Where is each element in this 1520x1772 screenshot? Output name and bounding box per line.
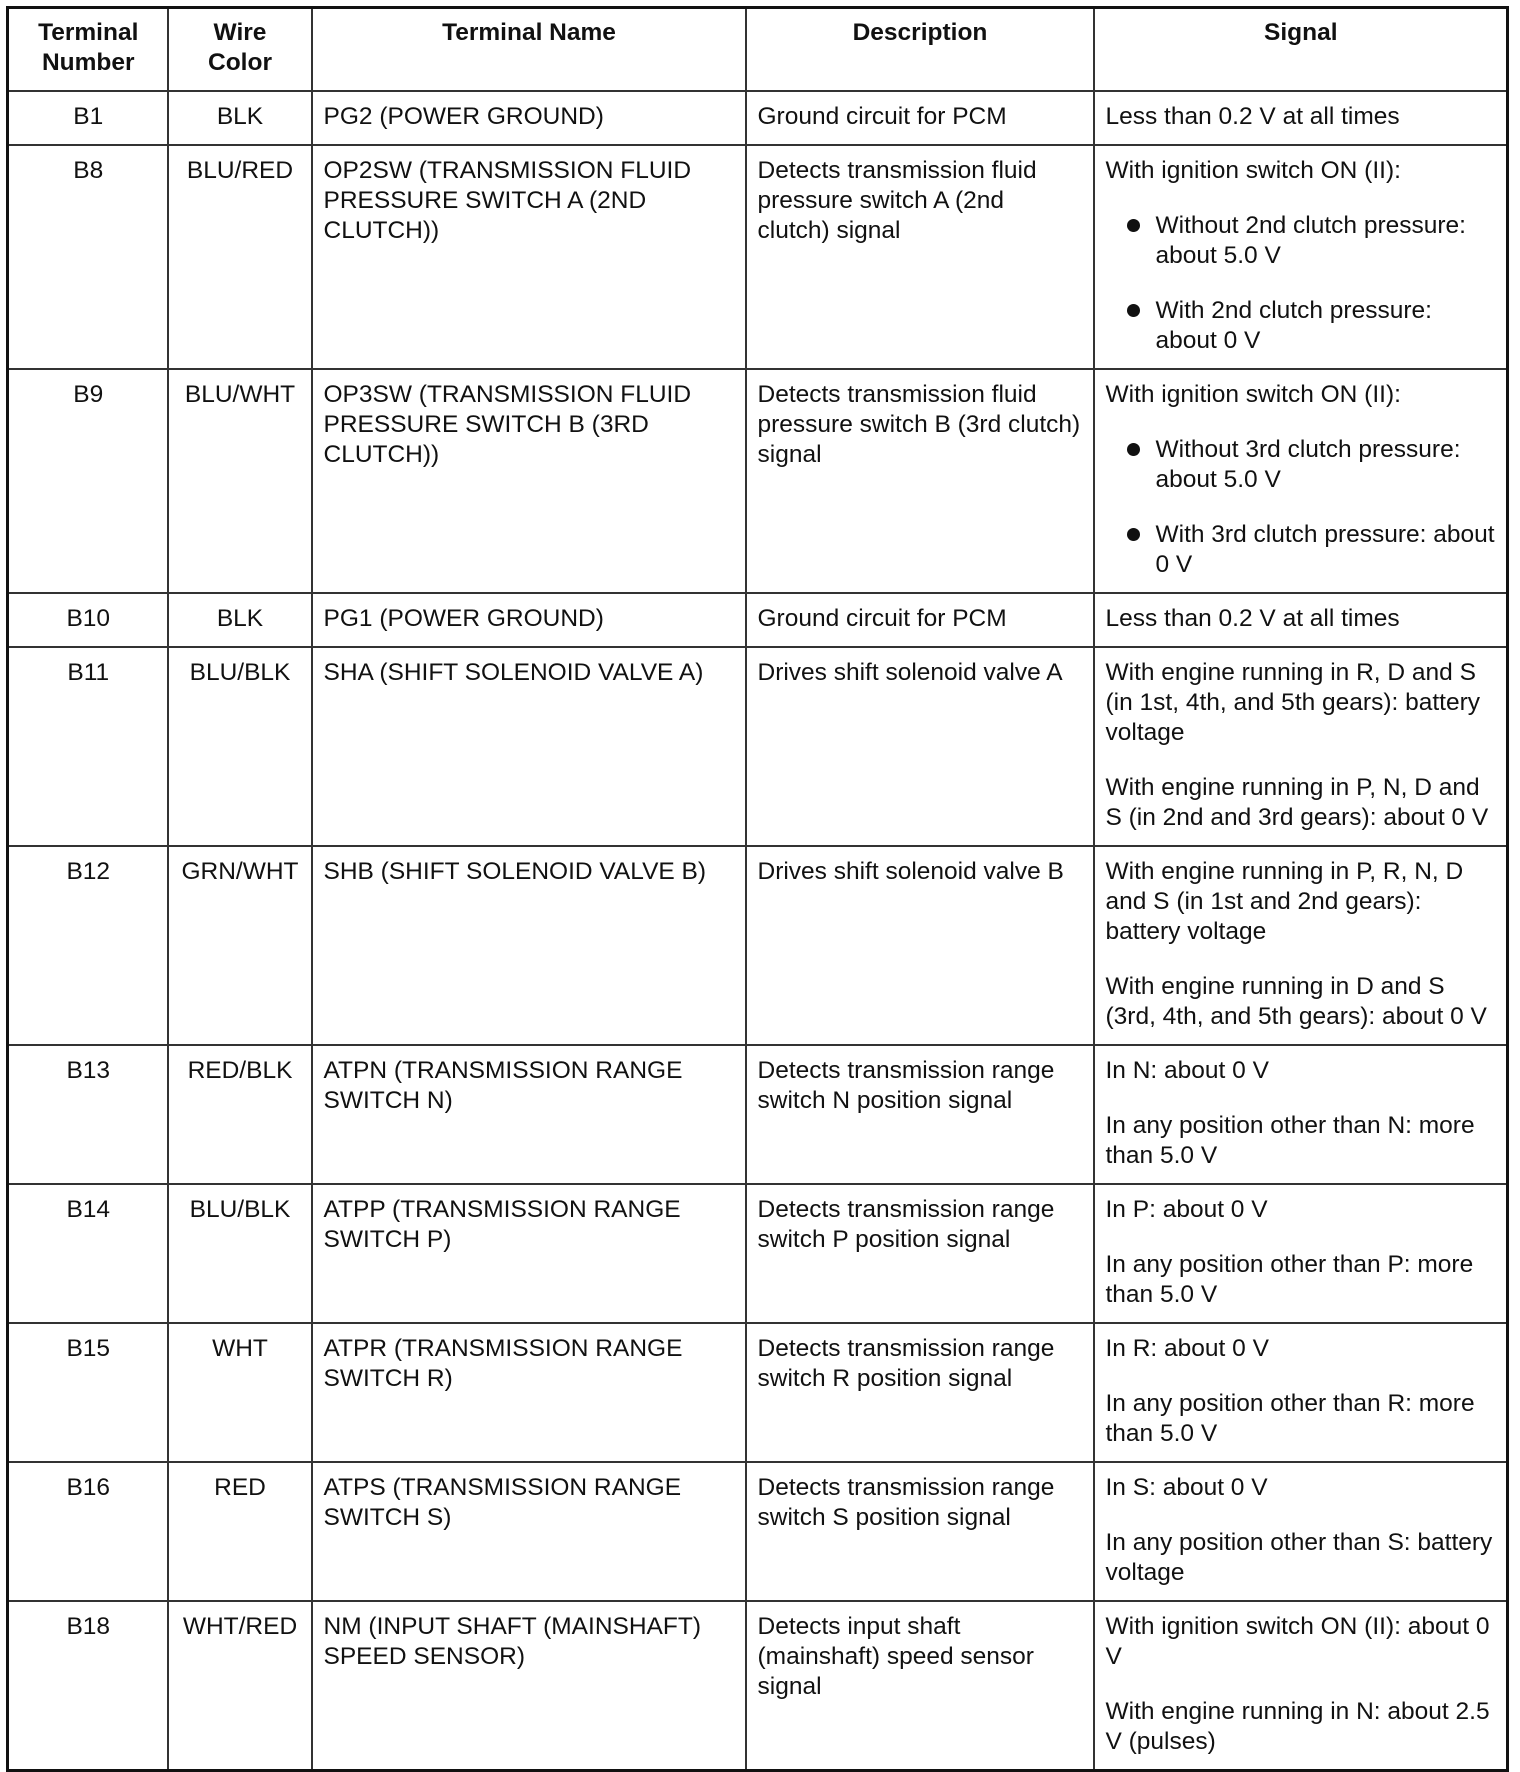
signal-cell — [1094, 647, 1508, 846]
signal-cell — [1094, 1045, 1508, 1184]
table-row — [8, 1045, 1508, 1184]
signal-line: Less than 0.2 V at all times — [1105, 605, 1400, 632]
wire-color-cell: BLU/RED — [168, 145, 312, 369]
description-cell: Drives shift solenoid valve A — [746, 647, 1094, 846]
table-row — [8, 1601, 1508, 1771]
terminal-name-cell: PG1 (POWER GROUND) — [312, 593, 746, 647]
terminal-name-cell: ATPS (TRANSMISSION RANGE SWITCH S) — [312, 1462, 746, 1601]
terminal-number-cell: B12 — [8, 846, 168, 1045]
signal-cell — [1094, 1184, 1508, 1323]
description-cell: Drives shift solenoid valve B — [746, 846, 1094, 1045]
terminal-number-cell: B15 — [8, 1323, 168, 1462]
table-row — [8, 369, 1508, 593]
signal-cell — [1094, 593, 1508, 647]
signal-line: In N: about 0 V — [1105, 1057, 1269, 1084]
table-row — [8, 1323, 1508, 1462]
signal-line: With engine running in D and S (3rd, 4th, and 5th gears): about 0 V — [1105, 973, 1487, 1030]
header-row — [8, 8, 1508, 92]
header-terminal-name: Terminal Name — [312, 8, 746, 92]
terminal-name-cell: NM (INPUT SHAFT (MAINSHAFT) SPEED SENSOR) — [312, 1601, 746, 1771]
signal-cell — [1094, 846, 1508, 1045]
header-description: Description — [746, 8, 1094, 92]
description-cell: Detects transmission range switch N position signal — [746, 1045, 1094, 1184]
terminal-number-cell: B16 — [8, 1462, 168, 1601]
table-row — [8, 91, 1508, 145]
table-body — [8, 91, 1508, 1771]
signal-bullet-item — [1106, 435, 1497, 495]
terminal-number-cell: B18 — [8, 1601, 168, 1771]
description-cell: Ground circuit for PCM — [746, 91, 1094, 145]
signal-bullet-text: Without 2nd clutch pressure: about 5.0 V — [1155, 212, 1466, 269]
signal-bullet-item — [1106, 211, 1497, 271]
signal-line: With ignition switch ON (II): — [1105, 157, 1401, 184]
signal-bullet-list — [1106, 211, 1497, 356]
signal-line: In S: about 0 V — [1105, 1474, 1268, 1501]
table-row — [8, 593, 1508, 647]
signal-cell — [1094, 145, 1508, 369]
signal-bullet-text: With 3rd clutch pressure: about 0 V — [1155, 521, 1495, 578]
wire-color-cell: GRN/WHT — [168, 846, 312, 1045]
table-row — [8, 1462, 1508, 1601]
description-cell: Detects input shaft (mainshaft) speed sensor signal — [746, 1601, 1094, 1771]
signal-line: Less than 0.2 V at all times — [1105, 103, 1400, 130]
signal-cell — [1094, 1601, 1508, 1771]
header-terminal-number: Terminal Number — [8, 8, 168, 92]
bullet-dot-icon — [1127, 219, 1140, 232]
table-header — [8, 8, 1508, 92]
terminal-table — [6, 6, 1509, 1772]
terminal-number-cell: B1 — [8, 91, 168, 145]
terminal-name-cell: SHB (SHIFT SOLENOID VALVE B) — [312, 846, 746, 1045]
bullet-dot-icon — [1127, 528, 1140, 541]
signal-line: With engine running in P, R, N, D and S (in 1st and 2nd gears): battery voltage — [1105, 858, 1464, 945]
terminal-name-cell: ATPP (TRANSMISSION RANGE SWITCH P) — [312, 1184, 746, 1323]
wire-color-cell: WHT/RED — [168, 1601, 312, 1771]
wire-color-cell: BLU/BLK — [168, 1184, 312, 1323]
wire-color-cell: WHT — [168, 1323, 312, 1462]
terminal-name-cell: OP3SW (TRANSMISSION FLUID PRESSURE SWITCH B (3RD CLUTCH)) — [312, 369, 746, 593]
signal-line: In R: about 0 V — [1105, 1335, 1269, 1362]
signal-line: In any position other than N: more than 5.0 V — [1105, 1112, 1475, 1169]
signal-cell — [1094, 91, 1508, 145]
signal-cell — [1094, 369, 1508, 593]
signal-line: With engine running in N: about 2.5 V (pulses) — [1105, 1698, 1490, 1755]
wire-color-cell: RED/BLK — [168, 1045, 312, 1184]
header-wire-color: Wire Color — [168, 8, 312, 92]
bullet-dot-icon — [1127, 304, 1140, 317]
terminal-number-cell: B14 — [8, 1184, 168, 1323]
terminal-name-cell: ATPR (TRANSMISSION RANGE SWITCH R) — [312, 1323, 746, 1462]
table-row — [8, 647, 1508, 846]
wire-color-cell: BLK — [168, 593, 312, 647]
signal-line: With ignition switch ON (II): — [1105, 381, 1401, 408]
header-signal: Signal — [1094, 8, 1508, 92]
signal-cell — [1094, 1462, 1508, 1601]
terminal-name-cell: OP2SW (TRANSMISSION FLUID PRESSURE SWITCH A (2ND CLUTCH)) — [312, 145, 746, 369]
signal-line: In any position other than R: more than 5.0 V — [1105, 1390, 1475, 1447]
table-row — [8, 846, 1508, 1045]
terminal-number-cell: B10 — [8, 593, 168, 647]
description-cell: Detects transmission fluid pressure switch B (3rd clutch) signal — [746, 369, 1094, 593]
signal-line: In any position other than P: more than 5.0 V — [1105, 1251, 1474, 1308]
terminal-name-cell: SHA (SHIFT SOLENOID VALVE A) — [312, 647, 746, 846]
terminal-number-cell: B11 — [8, 647, 168, 846]
description-cell: Detects transmission range switch S position signal — [746, 1462, 1094, 1601]
terminal-name-cell: ATPN (TRANSMISSION RANGE SWITCH N) — [312, 1045, 746, 1184]
description-cell: Ground circuit for PCM — [746, 593, 1094, 647]
description-cell: Detects transmission fluid pressure switch A (2nd clutch) signal — [746, 145, 1094, 369]
terminal-number-cell: B13 — [8, 1045, 168, 1184]
bullet-dot-icon — [1127, 443, 1140, 456]
terminal-number-cell: B8 — [8, 145, 168, 369]
signal-bullet-item — [1106, 296, 1497, 356]
signal-line: In P: about 0 V — [1105, 1196, 1268, 1223]
terminal-name-cell: PG2 (POWER GROUND) — [312, 91, 746, 145]
signal-cell — [1094, 1323, 1508, 1462]
wire-color-cell: BLU/WHT — [168, 369, 312, 593]
terminal-number-cell: B9 — [8, 369, 168, 593]
signal-bullet-list — [1106, 435, 1497, 580]
wire-color-cell: RED — [168, 1462, 312, 1601]
signal-bullet-text: Without 3rd clutch pressure: about 5.0 V — [1155, 436, 1461, 493]
signal-line: With engine running in R, D and S (in 1st, 4th, and 5th gears): battery voltage — [1105, 659, 1481, 746]
description-cell: Detects transmission range switch P position signal — [746, 1184, 1094, 1323]
signal-bullet-text: With 2nd clutch pressure: about 0 V — [1155, 297, 1432, 354]
signal-line: In any position other than S: battery voltage — [1105, 1529, 1493, 1586]
description-cell: Detects transmission range switch R position signal — [746, 1323, 1094, 1462]
table-row — [8, 145, 1508, 369]
signal-line: With engine running in P, N, D and S (in 2nd and 3rd gears): about 0 V — [1105, 774, 1489, 831]
wire-color-cell: BLU/BLK — [168, 647, 312, 846]
signal-line: With ignition switch ON (II): about 0 V — [1105, 1613, 1490, 1670]
signal-bullet-item — [1106, 520, 1497, 580]
wire-color-cell: BLK — [168, 91, 312, 145]
table-row — [8, 1184, 1508, 1323]
